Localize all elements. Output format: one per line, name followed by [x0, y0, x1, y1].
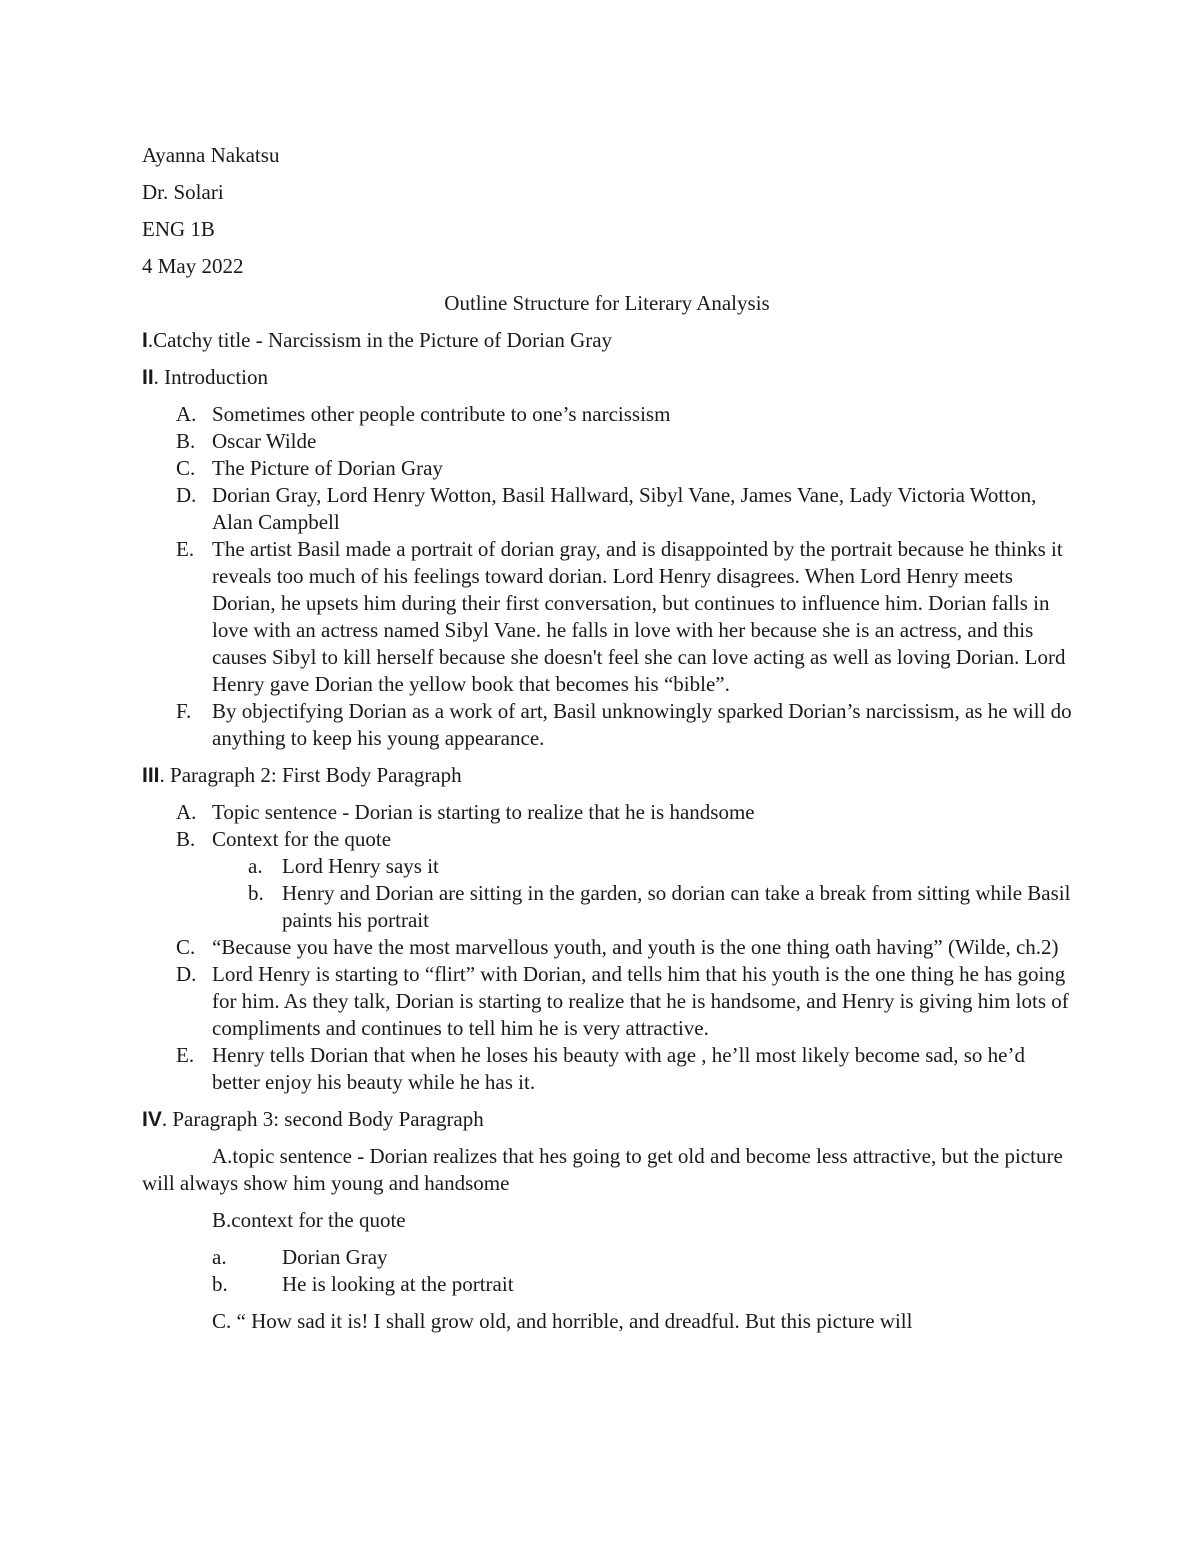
item-marker: b. [212, 1272, 228, 1296]
item-text: By objectifying Dorian as a work of art, Basil unknowingly sparked Dorian’s narcissism, as he will do anything to keep his young appearance. [212, 699, 1072, 750]
item-marker: B. [176, 429, 196, 453]
item-text: Dorian Gray, Lord Henry Wotton, Basil Hallward, Sibyl Vane, James Vane, Lady Victoria Wotton, Alan Campbell [212, 483, 1037, 534]
section-3-heading [142, 762, 1072, 789]
sub-list [212, 853, 1072, 934]
instructor-name: Dr. Solari [142, 180, 224, 204]
section-4-item-c: C. “ How sad it is! I shall grow old, and horrible, and dreadful. But this picture will [212, 1309, 913, 1333]
item-marker: b. [248, 881, 264, 905]
student-name: Ayanna Nakatsu [142, 143, 280, 167]
item-text: Topic sentence - Dorian is starting to realize that he is handsome [212, 800, 755, 824]
item-text: “Because you have the most marvellous youth, and youth is the one thing oath having” (Wilde, ch.2) [212, 935, 1059, 959]
section-4-numeral: IV [142, 1108, 162, 1131]
item-marker: F. [176, 699, 192, 723]
item-marker: B. [176, 827, 196, 851]
section-4-heading [142, 1106, 1072, 1133]
item-text: Lord Henry is starting to “flirt” with Dorian, and tells him that his youth is the one thing he has going for him. As they talk, Dorian is starting to realize that he is handsome, and Henry is giving him lots of compliments and continues to tell him he is very attractive. [212, 962, 1069, 1040]
item-text: The Picture of Dorian Gray [212, 456, 443, 480]
item-text: Oscar Wilde [212, 429, 317, 453]
item-marker: a. [212, 1245, 227, 1269]
list-item [142, 961, 1072, 1042]
section-3-numeral: III [142, 764, 160, 787]
list-item [142, 428, 1072, 455]
item-text: Dorian Gray [282, 1245, 388, 1269]
item-text: He is looking at the portrait [282, 1272, 514, 1296]
list-item [142, 455, 1072, 482]
item-text: Henry tells Dorian that when he loses his beauty with age , he’ll most likely become sad, so he’d better enjoy his beauty while he has it. [212, 1043, 1025, 1094]
list-item [142, 799, 1072, 826]
section-3-list [142, 799, 1072, 1096]
course-code: ENG 1B [142, 217, 215, 241]
list-item [142, 826, 1072, 934]
section-4-title: . Paragraph 3: second Body Paragraph [161, 1107, 484, 1131]
list-item [142, 482, 1072, 536]
item-text: Lord Henry says it [282, 854, 439, 878]
item-marker: A. [176, 800, 197, 824]
item-text: Sometimes other people contribute to one’s narcissism [212, 402, 671, 426]
section-4-item-a: A.topic sentence - Dorian realizes that hes going to get old and become less attractive, but the picture will always show him young and handsome [142, 1144, 1063, 1195]
list-item [142, 698, 1072, 752]
sub-list-item [212, 880, 1072, 934]
item-marker: A. [176, 402, 197, 426]
document-date: 4 May 2022 [142, 254, 244, 278]
item-text: Henry and Dorian are sitting in the garden, so dorian can take a break from sitting while Basil paints his portrait [282, 881, 1071, 932]
section-2-numeral: II [142, 366, 154, 389]
section-2-list [142, 401, 1072, 752]
item-marker: D. [176, 483, 197, 507]
document-title: Outline Structure for Literary Analysis [444, 291, 770, 315]
document-body [142, 142, 1072, 1345]
section-4-item-b: B.context for the quote [212, 1208, 406, 1232]
section-1 [142, 327, 1072, 354]
item-text: The artist Basil made a portrait of dorian gray, and is disappointed by the portrait because he thinks it reveals too much of his feelings toward dorian. Lord Henry disagrees. When Lord Henry meets Dorian, he upsets him during their first conversation, but continues to influence him. Dorian falls in love with an actress named Sibyl Vane. he falls in love with her because she is an actress, and this causes Sibyl to kill herself because she doesn't feel she can love acting as well as loving Dorian. Lord Henry gave Dorian the yellow book that becomes his “bible”. [212, 537, 1066, 696]
item-marker: E. [176, 1043, 195, 1067]
section-3-title: . Paragraph 2: First Body Paragraph [159, 763, 462, 787]
section-2-heading [142, 364, 1072, 391]
list-item [142, 934, 1072, 961]
sub-list-item [212, 853, 1072, 880]
item-text: Context for the quote [212, 827, 392, 851]
sub-list-item [212, 1244, 1072, 1271]
section-1-numeral: I [142, 329, 148, 352]
item-marker: D. [176, 962, 197, 986]
section-1-text: .Catchy title - Narcissism in the Picture of Dorian Gray [147, 328, 613, 352]
section-2-title: . Introduction [153, 365, 268, 389]
list-item [142, 1042, 1072, 1096]
list-item [142, 536, 1072, 698]
item-marker: C. [176, 935, 196, 959]
item-marker: E. [176, 537, 195, 561]
list-item [142, 401, 1072, 428]
sub-list-item [212, 1271, 1072, 1298]
item-marker: C. [176, 456, 196, 480]
item-marker: a. [248, 854, 263, 878]
section-4-sub-list [212, 1244, 1072, 1298]
